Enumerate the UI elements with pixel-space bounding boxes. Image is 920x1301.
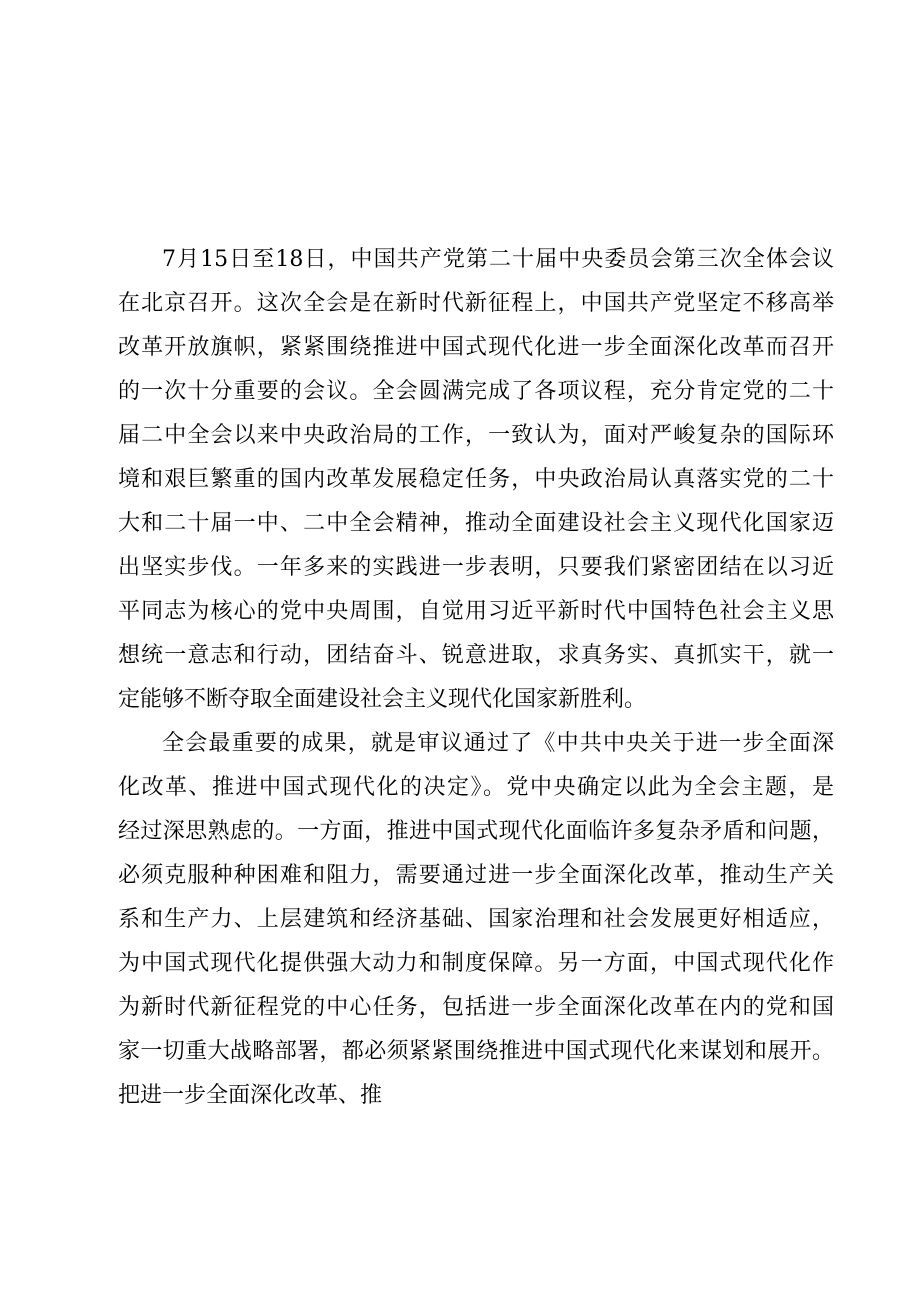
text-line: 系和生产力、上层建筑和经济基础、国家治理和社会发展更好相适应， (118, 907, 834, 932)
paragraph-2 (118, 722, 834, 1118)
text-line: 家一切重大战略部署，都必须紧紧围绕推进中国式现代化来谋划和展开。 (118, 1039, 834, 1064)
text-line: 平同志为核心的党中央周围，自觉用习近平新时代中国特色社会主义思 (118, 599, 834, 624)
paragraph-1 (118, 238, 834, 722)
text-line: 届二中全会以来中央政治局的工作，一致认为，面对严峻复杂的国际环 (118, 423, 834, 448)
text-line: 在北京召开。这次全会是在新时代新征程上，中国共产党坚定不移高举 (118, 291, 834, 316)
document-body (118, 238, 834, 1118)
text-line: 经过深思熟虑的。一方面，推进中国式现代化面临许多复杂矛盾和问题， (118, 819, 834, 844)
text-line: 的一次十分重要的会议。全会圆满完成了各项议程，充分肯定党的二十 (118, 379, 834, 404)
text-line: 为中国式现代化提供强大动力和制度保障。另一方面，中国式现代化作 (118, 951, 834, 976)
text-line: 7月15日至18日，中国共产党第二十届中央委员会第三次全体会议 (162, 247, 834, 272)
text-line: 境和艰巨繁重的国内改革发展稳定任务，中央政治局认真落实党的二十 (118, 467, 834, 492)
text-line: 想统一意志和行动，团结奋斗、锐意进取，求真务实、真抓实干，就一 (118, 643, 834, 668)
text-line: 把进一步全面深化改革、推 (118, 1083, 383, 1108)
text-line: 化改革、推进中国式现代化的决定》。党中央确定以此为全会主题，是 (118, 775, 834, 800)
text-line: 必须克服种种困难和阻力，需要通过进一步全面深化改革，推动生产关 (118, 863, 834, 888)
text-line: 改革开放旗帜，紧紧围绕推进中国式现代化进一步全面深化改革而召开 (118, 335, 834, 360)
text-line: 大和二十届一中、二中全会精神，推动全面建设社会主义现代化国家迈 (118, 511, 834, 536)
text-line: 全会最重要的成果，就是审议通过了《中共中央关于进一步全面深 (162, 731, 834, 756)
text-line: 出坚实步伐。一年多来的实践进一步表明，只要我们紧密团结在以习近 (118, 555, 834, 580)
text-line: 为新时代新征程党的中心任务，包括进一步全面深化改革在内的党和国 (118, 995, 834, 1020)
text-line: 定能够不断夺取全面建设社会主义现代化国家新胜利。 (118, 687, 647, 712)
